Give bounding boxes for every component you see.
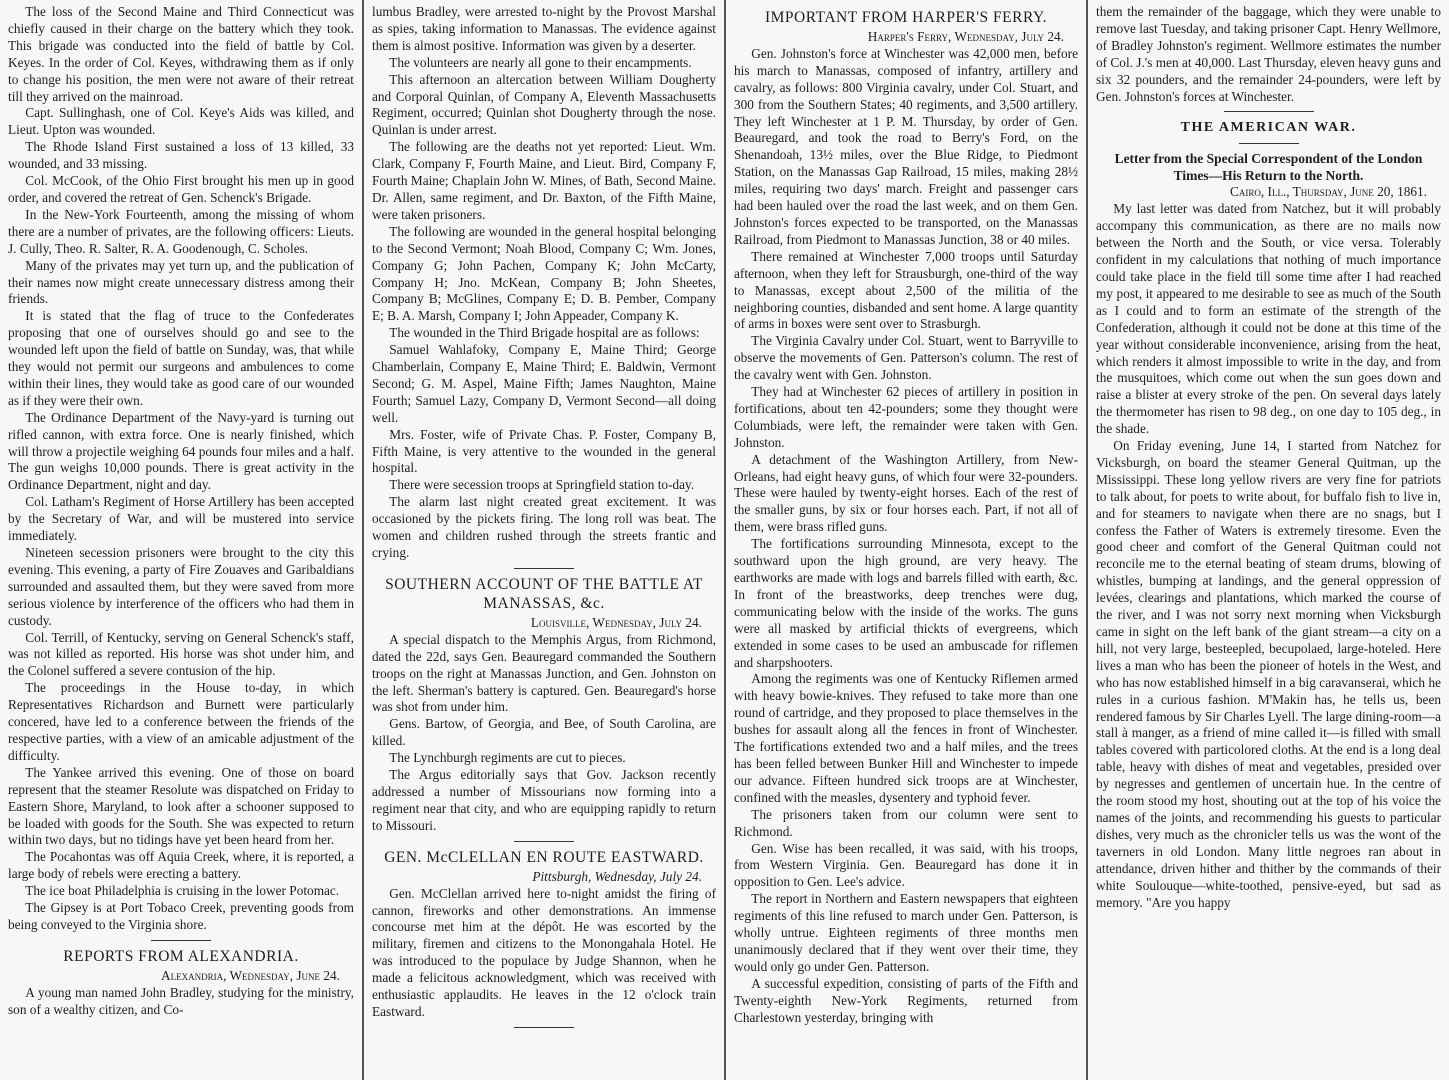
- column-2: [362, 0, 724, 1080]
- paragraph: The Gipsey is at Port Tobaco Creek, preventing goods from being conveyed to the Virginia shore.: [8, 900, 354, 932]
- paragraph: The loss of the Second Maine and Third Connecticut was chiefly caused in their charge on the battery which they took. This brigade was conducted into the field of battle by Col. Keyes. In the order of Col. Keyes, withdrawing them as if only to change his position, the men were not aware of their retreat till they arrived on the mainroad.: [8, 4, 354, 104]
- paragraph: The Ordinance Department of the Navy-yard is turning out rifled cannon, with extra force. One is nearly finished, which will throw a projectile weighing 64 pounds four miles and a half. The gun weighs 10,000 pounds. There is great activity in the Ordinance Department, night and day.: [8, 409, 354, 493]
- section-divider: [514, 841, 574, 842]
- section-divider: [151, 940, 211, 941]
- paragraph: In the New-York Fourteenth, among the missing of whom there are a number of privates, are the following officers: Lieuts. J. Cully, Theo. R. Salter, R. A. Goodenough, C. Scholes.: [8, 206, 354, 256]
- paragraph: The fortifications surrounding Minnesota, except to the southward upon the high ground, are very heavy. The earthworks are made with logs and barrels filled with earth, &c. In front of the breastworks, deep trenches were dug, communicating below with the inside of the works. The guns were all masked by artificial thickts of evergreens, which extended in some cases to be used an ambuscade for riflemen and sharpshooters.: [734, 536, 1078, 670]
- paragraph: There remained at Winchester 7,000 troops until Saturday afternoon, when they left for Strausburgh, one-third of the way to Manassas, except about 2,500 of the militia of the neighboring counties, disbanded and sent home. A large quantity of arms in boxes were sent over to Strasburgh.: [734, 248, 1078, 332]
- paragraph: On Friday evening, June 14, I started from Natchez for Vicksburgh, on board the steamer General Quitman, up the Mississippi. These long yellow rivers are very fine for patriots to talk about, for poets to write about, for buffalo fish to live in, and for steamers to navigate when there are no snags, but I confess the Father of Waters is extremely tiresome. Even the good cheer and comfort of the General Quitman could not reconcile me to the eternal beating of steam drums, blowing of whistles, bumping at landings, and the general oppression of levées, clearings and plantations, which marked the course of the river, and I was not sorry next morning when Vicksburgh came in sight on the left bank of the giant stream—a city on a hill, not very large, besteepled, becupolaed, large-hoteled. Here lives a man who has been the pioneer of hotels in the West, and who has now established himself in a big caravanserai, which he rules in a curious fashion. M'Makin has, he tells us, been rendered famous by Sir Charles Lyell. The large dining-room—a stall à manger, as a friend of mine called it—is filled with small tables covered with particolored cloths. At the end is a long deal table, heavy with dishes of meat and vegetables, presided over by negresses and gentlemen of uncertain hue. In the centre of the room stood my host, shouting out at the top of his voice the names of the joints, and recommending his guests to particular dishes, very much as the chronicler tells us was the wont of the taverners in old London. Many little negroes ran about in attendance, driven hither and thither by the commands of their white Soulouque—white-toothed, pensive-eyed, but sad as memory. "Are you happy: [1096, 438, 1441, 910]
- paragraph: The Virginia Cavalry under Col. Stuart, went to Barryville to observe the movements of Gen. Patterson's column. The rest of the cavalry went with Gen. Johnston.: [734, 333, 1078, 383]
- paragraph: Gen. McClellan arrived here to-night amidst the firing of cannon, fireworks and other demonstrations. An immense concourse met him at the dépôt. He was escorted by the military, firemen and citizens to the Monongahala Hotel. He was introduced to the populace by Judge Shannon, when he made a felicitous acknowledgment, which was received with enthusiastic applaudits. He leaves in the 12 o'clock train Eastward.: [372, 885, 716, 1019]
- paragraph: Many of the privates may yet turn up, and the publication of their names now might create unnecessary distress among their friends.: [8, 257, 354, 307]
- dateline: Alexandria, Wednesday, June 24.: [161, 967, 340, 983]
- paragraph: A successful expedition, consisting of parts of the Fifth and Twenty-eighth New-York Regiments, returned from Charlestown yesterday, bringing with: [734, 975, 1078, 1025]
- paragraph: Mrs. Foster, wife of Private Chas. P. Foster, Company B, Fifth Maine, is very attentive to the wounded in the general hospital.: [372, 426, 716, 476]
- paragraph: There were secession troops at Springfield station to-day.: [389, 477, 695, 493]
- column-1: [0, 0, 362, 1080]
- paragraph: Col. Terrill, of Kentucky, serving on General Schenck's staff, was not killed as reported. His horse was shot under him, and the Colonel suffered a severe contusion of the hip.: [8, 629, 354, 679]
- column-4: [1086, 0, 1449, 1080]
- section-divider: [1224, 111, 1314, 112]
- paragraph: The Rhode Island First sustained a loss of 13 killed, 33 wounded, and 33 missing.: [8, 139, 354, 172]
- paragraph: The prisoners taken from our column were sent to Richmond.: [734, 806, 1078, 839]
- paragraph: This afternoon an altercation between William Dougherty and Corporal Quinlan, of Company A, Eleventh Massachusetts Regiment, occurred; Quinlan shot Dougherty through the nose. Quinlan is under arrest.: [372, 71, 716, 138]
- paragraph: The alarm last night created great excitement. It was occasioned by the pickets firing. The long roll was beat. The women and children rushed through the streets frantic and crying.: [372, 494, 716, 560]
- dateline: Cairo, Ill., Thursday, June 20, 1861.: [1230, 184, 1427, 200]
- paragraph: The report in Northern and Eastern newspapers that eighteen regiments of this line refused to march under Gen. Patterson, is wholly untrue. Eighteen regiments of three months men unanimously declared that if they went over their time, they would only go under Gen. Patterson.: [734, 891, 1078, 974]
- article-subheading: Letter from the Special Correspondent of the London Times—His Return to the North.: [1114, 151, 1423, 184]
- paragraph: The following are the deaths not yet reported: Lieut. Wm. Clark, Company F, Fourth Maine, and Lieut. Bird, Company F, Fourth Maine; Chaplain John W. Mines, of Bath, Second Maine. Dr. Allen, same regiment, and Dr. Baxton, of the Fifth Maine, were taken prisoners.: [372, 139, 716, 222]
- paragraph: Gens. Bartow, of Georgia, and Bee, of South Carolina, are killed.: [372, 716, 716, 749]
- dateline: Louisville, Wednesday, July 24.: [530, 614, 702, 630]
- article-heading: REPORTS FROM ALEXANDRIA.: [63, 947, 299, 965]
- paragraph: Capt. Sullinghash, one of Col. Keye's Aids was killed, and Lieut. Upton was wounded.: [8, 105, 354, 138]
- paragraph: Gen. Wise has been recalled, it was said, with his troops, from Western Virginia. Gen. Beauregard has done it in opposition to Gen. Lee's advice.: [734, 840, 1078, 890]
- paragraph: The Argus editorially says that Gov. Jackson recently addressed a number of Missourians now forming into a regiment near that city, and who are equipping rapidly to return to Missouri.: [372, 767, 716, 833]
- section-divider: [514, 1027, 574, 1028]
- paragraph: Gen. Johnston's force at Winchester was 42,000 men, before his march to Manassas, composed of infantry, artillery and cavalry, as follows: 800 Virginia cavalry, under Col. Stuart, and 300 from the Southern States; 40 regiments, and 3,500 artillery. They left Winchester at 1 P. M. Thursday, by order of Gen. Beauregard, and took the road to Berry's Ford, on the Shenandoah, 13½ miles, over the Blue Ridge, to Piedmont Station, on the Manassas Gap Railroad, 15 miles, making 28½ miles, requiring two days' march. Freight and passenger cars had been hauled over the road the last week, and on them Gen. Johnston's forces expected to be transported, on the Manassas Railroad, from Piedmont to Manassas Junction, 38 or 40 miles.: [734, 45, 1078, 247]
- paragraph: The wounded in the Third Brigade hospital are as follows:: [389, 325, 700, 341]
- paragraph: My last letter was dated from Natchez, but it will probably accompany this communication, as there are no mails now between the North and the South, or vice versa. Tolerably confident in my calculations that nothing of much importance could take place in the field till some time after I had reached my post, it appeared to me desirable to see as much of the South as I could and to form an estimate of the strength of the Confederation, although it could not be done at this time of the year without considerable inconvenience, arising from the heat, which renders it almost impossible to write in the day, and from the musquitoes, which come out when the sun goes down and raise a blister at every stroke of the pen. On several days lately the thermometer has risen to 98 deg., on one day to 105 deg., in the shade.: [1096, 201, 1441, 437]
- paragraph: them the remainder of the baggage, which they were unable to remove last Tuesday, and taking prisoner Capt. Henry Wellmore, of Bradley Johnston's regiment. Wellmore estimates the number of Col. J.'s men at 40,000. Last Thursday, eleven heavy guns and six 32 pounders, and the remainder 24-pounders, were left by Gen. Johnston's forces at Winchester.: [1096, 4, 1441, 104]
- paragraph: The proceedings in the House to-day, in which Representatives Richardson and Burnett were particularly concered, have led to a conference between the friends of the respective parties, with a view of an amicable adjustment of the difficulty.: [8, 680, 354, 763]
- paragraph: The ice boat Philadelphia is cruising in the lower Potomac.: [25, 883, 340, 899]
- paragraph: The following are wounded in the general hospital belonging to the Second Vermont; Noah Blood, Company C; Wm. Jones, Company G; John Pachen, Company K; John McCarty, Company H; Jno. McKean, Company B; John Sheetes, Company B; McGlines, Company E; D. B. Pember, Company E; B. A. Marsh, Company I; John Appeader, Company K.: [372, 223, 716, 324]
- paragraph: Among the regiments was one of Kentucky Riflemen armed with heavy bowie-knives. They refused to take more than one round of cartridge, and they proposed to place themselves in the bushes for assault along all the fences in front of Winchester. The fortifications extended two and a half miles, and the trees has been felled between Bunker Hill and Winchester to impede our advance. Fifteen hundred sick troops are at Winchester, confined with the measles, dysentery and typhoid fever.: [734, 671, 1078, 805]
- paragraph: The Yankee arrived this evening. One of those on board represent that the steamer Resolute was dispatched on Friday to Eastern Shore, Maryland, to look after a schooner supposed to be loaded with goods for the South. She was expected to return within two days, but no tidings have yet been heard from her.: [8, 764, 354, 848]
- article-heading: THE AMERICAN WAR.: [1180, 120, 1357, 136]
- paragraph: They had at Winchester 62 pieces of artillery in position in fortifications, about ten 42-pounders; some they thought were Columbiads, were left, the remainder were taken with Gen. Johnston.: [734, 384, 1078, 450]
- paragraph: The Pocahontas was off Aquia Creek, where, it is reported, a large body of rebels were erecting a battery.: [8, 849, 354, 882]
- paragraph: Samuel Wahlafoky, Company E, Maine Third; George Chamberlain, Company E, Maine Third; E. Baldwin, Vermont Second; G. M. Aspel, Maine Fifth; James Naughton, Maine Fourth; Samuel Lazy, Company D, Vermont Second—all doing well.: [372, 342, 716, 425]
- section-divider: [514, 568, 574, 569]
- paragraph: A special dispatch to the Memphis Argus, from Richmond, dated the 22d, says Gen. Beauregard commanded the Southern troops on the right at Manassas Junction, and Gen. Johnston on the left. Sherman's battery is captured. Gen. Beauregard's horse was shot from under him.: [372, 631, 716, 715]
- article-heading: IMPORTANT FROM HARPER'S FERRY.: [764, 9, 1048, 26]
- article-heading: GEN. McCLELLAN EN ROUTE EASTWARD.: [384, 848, 704, 866]
- paragraph: The volunteers are nearly all gone to their encampments.: [389, 54, 692, 70]
- paragraph: Col. Latham's Regiment of Horse Artillery has been accepted by the Secretary of War, and will be mustered into service immediately.: [8, 494, 354, 544]
- column-3: [724, 0, 1086, 1080]
- paragraph: Col. McCook, of the Ohio First brought his men up in good order, and covered the retreat of Gen. Schenck's Brigade.: [8, 173, 354, 205]
- section-divider: [1239, 143, 1299, 144]
- paragraph: Nineteen secession prisoners were brought to the city this evening. This evening, a party of Fire Zouaves and Garibaldians surrounded and assaulted them, but they were saved from more serious violence by interference of the officers who had them in custody.: [8, 545, 354, 628]
- dateline: Pittsburgh, Wednesday, July 24.: [532, 868, 702, 884]
- paragraph: lumbus Bradley, were arrested to-night by the Provost Marshal as spies, taking information to Manassas. The evidence against them is almost positive. Information was given by a deserter.: [372, 4, 716, 53]
- paragraph: A detachment of the Washington Artillery, from New-Orleans, had eight heavy guns, of which four were 32-pounders. These were hauled by twenty-eight horses. Each of the rest of the smaller guns, by six or four horses each. Part, if not all of them, were brass rifled guns.: [734, 451, 1078, 535]
- paragraph: It is stated that the flag of truce to the Confederates proposing that one of ourselves should go and see to the wounded left upon the field of battle on Sunday, was, that while they would not permit our surgeons and ambulences to come within their lines, they would take as good care of our wounded as if they were their own.: [8, 308, 354, 408]
- paragraph: A young man named John Bradley, studying for the ministry, son of a wealthy citizen, and Co-: [8, 984, 354, 1017]
- article-heading: SOUTHERN ACCOUNT OF THE BATTLE AT MANASSAS, &c.: [385, 575, 703, 612]
- dateline: Harper's Ferry, Wednesday, July 24.: [867, 29, 1064, 44]
- paragraph: The Lynchburgh regiments are cut to pieces.: [389, 750, 626, 766]
